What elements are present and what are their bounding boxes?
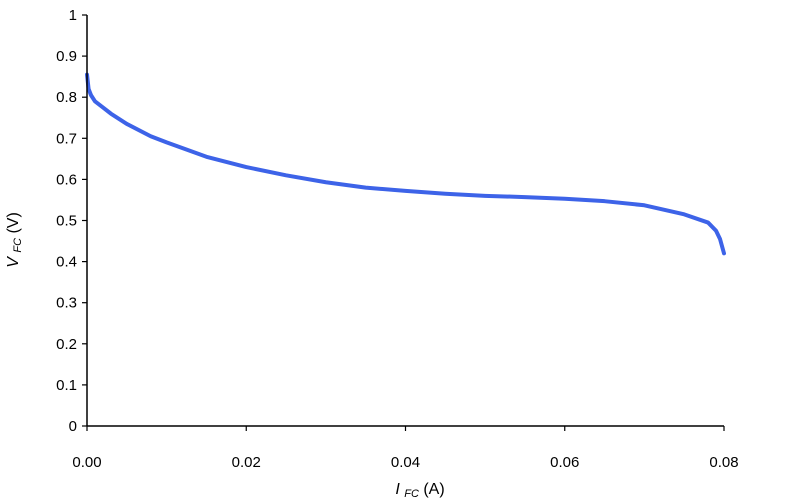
y-axis-title (5, 212, 25, 268)
y-tick-label: 0.2 (56, 335, 77, 353)
x-axis-title (395, 481, 444, 498)
x-tick-label: 0.02 (231, 454, 261, 471)
y-tick-label: 0.5 (56, 212, 77, 230)
x-axis-symbol: I (395, 481, 400, 498)
y-tick-label: 1 (68, 7, 77, 24)
x-tick-label: 0.04 (390, 454, 421, 471)
x-tick-label: 0.00 (72, 454, 102, 471)
x-axis (72, 426, 738, 471)
y-tick-label: 0.4 (56, 253, 77, 271)
y-axis-unit: (V) (5, 212, 22, 234)
y-tick-label: 0.3 (56, 294, 77, 312)
y-tick-label: 0.8 (56, 89, 77, 107)
x-axis-unit: (A) (423, 481, 445, 498)
y-axis (56, 7, 87, 435)
plot-area (87, 75, 724, 254)
y-tick-label: 0.7 (56, 130, 77, 148)
x-tick-label: 0.08 (709, 454, 739, 471)
y-axis-symbol: V (5, 257, 22, 268)
y-tick-label: 0.1 (56, 376, 77, 394)
x-axis-subscript: FC (404, 488, 419, 498)
y-tick-label: 0.6 (56, 171, 77, 189)
y-tick-label: 0.9 (56, 48, 77, 66)
y-axis-subscript: FC (12, 237, 24, 253)
y-tick-label: 0 (68, 418, 77, 435)
x-tick-label: 0.06 (550, 454, 580, 471)
series-line (87, 75, 724, 254)
